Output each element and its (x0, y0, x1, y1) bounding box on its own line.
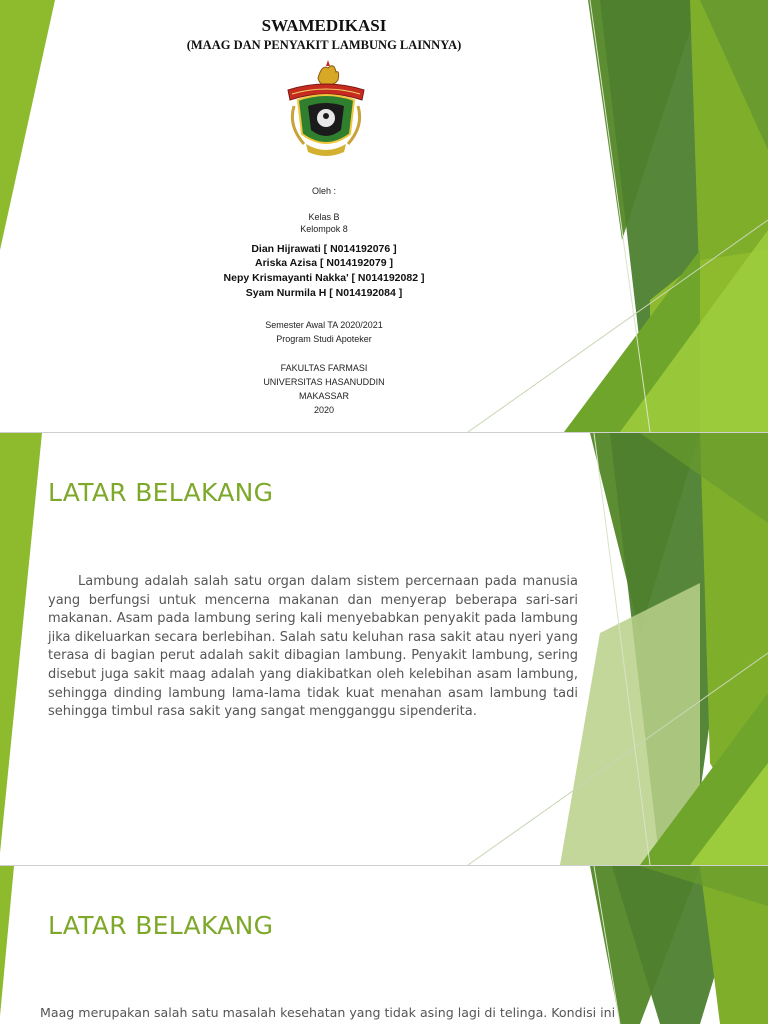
cover-slide (0, 0, 768, 432)
program-label: Program Studi Apoteker (276, 334, 372, 344)
body-paragraph: Maag merupakan salah satu masalah kesehatan yang tidak asing lagi di telinga. Kondisi ini (40, 1005, 616, 1020)
section-heading: LATAR BELAKANG (48, 911, 274, 940)
semester-label: Semester Awal TA 2020/2021 (265, 320, 383, 330)
green-shapes-decoration (0, 866, 768, 1024)
cover-title: SWAMEDIKASI (261, 16, 387, 35)
year-label: 2020 (313, 405, 335, 415)
university-crest-icon (284, 60, 368, 160)
kelompok-label: Kelompok 8 (300, 224, 348, 234)
section-heading: LATAR BELAKANG (48, 478, 274, 507)
oleh-label: Oleh : (311, 186, 336, 196)
faculty-label: FAKULTAS FARMASI (280, 363, 368, 373)
member-name: Dian Hijrawati [ N014192076 ] (251, 243, 397, 255)
cover-subtitle: (MAAG DAN PENYAKIT LAMBUNG LAINNYA) (186, 38, 462, 52)
city-label: MAKASSAR (298, 391, 349, 401)
university-label: UNIVERSITAS HASANUDDIN (263, 377, 385, 387)
background-slide-continued (0, 866, 768, 1024)
body-paragraph: Lambung adalah salah satu organ dalam sistem percernaan pada manusia yang berfungsi untuk mencerna makanan dan menyerap beberapa sari-sari makanan. Asam pada lambung sering kali menyebabkan penyakit pada lambung jika dikeluarkan secara berlebihan. Salah satu keluhan rasa sakit atau nyeri yang terasa di bagian perut adalah sakit dibagian lambung. Penyakit lambung, sering disebut juga sakit maag adalah yang diakibatkan oleh kelebihan asam lambung, sehingga dinding lambung lama-lama tidak kuat menahan asam lambung tadi sehingga timbul rasa sakit yang sangat mengganggu sipenderita. (48, 574, 578, 720)
member-name: Ariska Azisa [ N014192079 ] (255, 257, 393, 269)
member-name: Nepy Krismayanti Nakka' [ N014192082 ] (223, 272, 425, 284)
member-name: Syam Nurmila H [ N014192084 ] (245, 287, 403, 299)
kelas-label: Kelas B (308, 212, 340, 222)
background-slide (0, 433, 768, 865)
